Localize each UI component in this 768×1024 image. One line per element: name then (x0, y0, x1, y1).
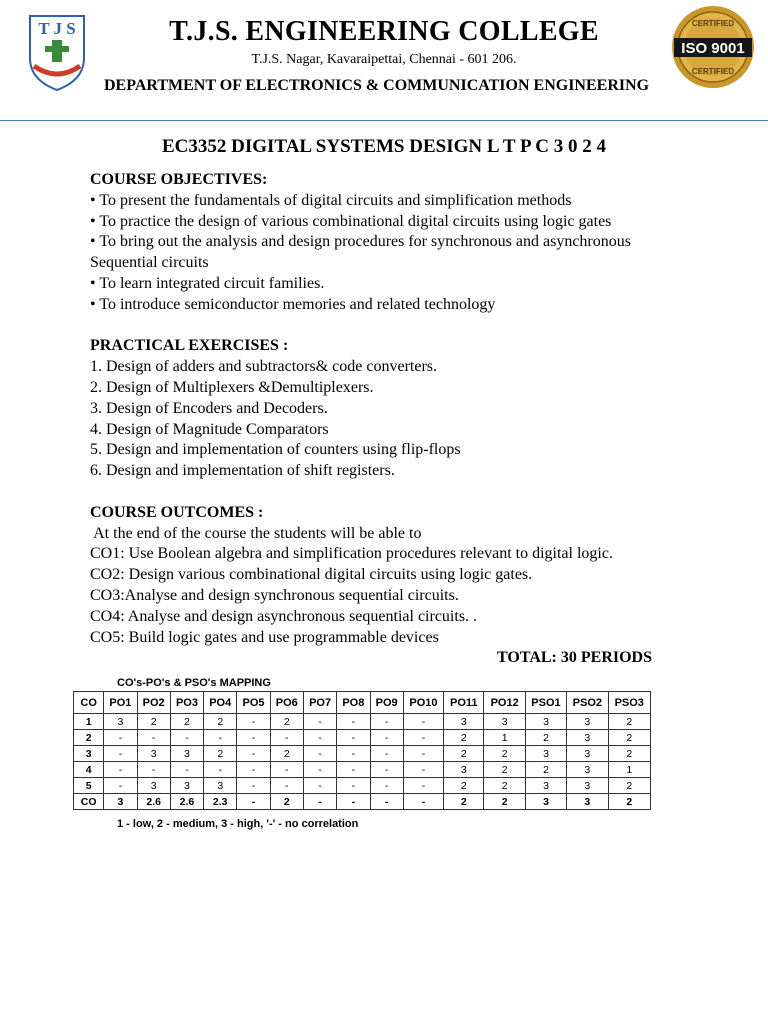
table-cell: - (337, 746, 370, 762)
table-cell: - (337, 714, 370, 730)
objectives-heading: COURSE OBJECTIVES: (90, 171, 268, 188)
table-cell: 2 (137, 714, 170, 730)
table-cell: - (370, 794, 403, 810)
table-cell: 2 (608, 794, 651, 810)
table-cell: - (303, 730, 336, 746)
exercises-heading: PRACTICAL EXERCISES : (90, 337, 289, 355)
row-label-cell: 1 (74, 714, 104, 730)
table-cell: - (303, 762, 336, 778)
table-cell: - (370, 778, 403, 794)
table-cell: 2 (170, 714, 203, 730)
table-cell: - (370, 714, 403, 730)
column-header: PSO2 (567, 692, 608, 714)
column-header: PO8 (337, 692, 370, 714)
table-cell: 2 (525, 762, 566, 778)
table-row (74, 746, 651, 762)
table-cell: 3 (104, 714, 137, 730)
iso-main-text: ISO 9001 (681, 40, 745, 57)
table-cell: 2 (484, 762, 525, 778)
course-content (90, 170, 690, 648)
table-cell: 2 (444, 794, 484, 810)
table-cell: - (170, 730, 203, 746)
table-cell: 3 (567, 762, 608, 778)
objective-item: • To introduce semiconductor memories and related technology (90, 295, 496, 313)
table-cell: - (104, 746, 137, 762)
outcome-item: CO4: Analyse and design asynchronous sequential circuits. . (90, 607, 478, 625)
mapping-title: CO's-PO's & PSO's MAPPING (117, 677, 271, 689)
table-cell: 2 (484, 778, 525, 794)
column-header: PO12 (484, 692, 525, 714)
table-cell: - (403, 794, 443, 810)
row-label-cell: CO (74, 794, 104, 810)
table-cell: 2 (484, 794, 525, 810)
table-row (74, 762, 651, 778)
row-label-cell: 3 (74, 746, 104, 762)
column-header: CO (74, 692, 104, 714)
logo-lettering: T J S (38, 19, 76, 38)
table-cell: - (104, 762, 137, 778)
table-cell: - (370, 746, 403, 762)
outcome-item: CO1: Use Boolean algebra and simplification procedures relevant to digital logic. (90, 545, 613, 563)
table-cell: 2 (608, 778, 651, 794)
outcomes-heading: COURSE OUTCOMES : (90, 503, 264, 521)
table-cell: - (403, 762, 443, 778)
iso-bottom-text: CERTIFIED (691, 67, 735, 76)
header-divider (0, 120, 768, 121)
row-label-cell: 5 (74, 778, 104, 794)
table-cell: 3 (567, 714, 608, 730)
table-cell: - (237, 778, 270, 794)
exercise-item: 4. Design of Magnitude Comparators (90, 420, 329, 438)
table-cell: - (137, 762, 170, 778)
table-cell: 3 (525, 778, 566, 794)
table-cell: - (370, 762, 403, 778)
table-cell: - (104, 730, 137, 746)
exercise-item: 5. Design and implementation of counters using flip-flops (90, 441, 461, 459)
column-header: PO11 (444, 692, 484, 714)
table-cell: 3 (137, 778, 170, 794)
table-cell: 3 (444, 714, 484, 730)
table-cell: - (403, 778, 443, 794)
column-header: PSO1 (525, 692, 566, 714)
table-cell: - (204, 730, 237, 746)
table-cell: 2 (204, 746, 237, 762)
column-header: PO3 (170, 692, 203, 714)
table-cell: 2 (608, 714, 651, 730)
table-row (74, 794, 651, 810)
total-periods: TOTAL: 30 PERIODS (497, 649, 652, 666)
objective-item: • To bring out the analysis and design procedures for synchronous and asynchronous (90, 233, 631, 251)
table-cell: - (104, 778, 137, 794)
table-cell: - (170, 762, 203, 778)
table-cell: - (303, 794, 336, 810)
exercise-item: 6. Design and implementation of shift registers. (90, 462, 395, 480)
table-cell: 3 (525, 794, 566, 810)
table-cell: - (403, 714, 443, 730)
table-cell: 2 (444, 778, 484, 794)
college-name: T.J.S. ENGINEERING COLLEGE (169, 16, 599, 47)
table-cell: - (303, 714, 336, 730)
table-cell: 2 (270, 714, 303, 730)
table-cell: - (303, 746, 336, 762)
column-header: PO1 (104, 692, 137, 714)
table-cell: - (237, 746, 270, 762)
table-cell: 3 (567, 794, 608, 810)
table-cell: 3 (484, 714, 525, 730)
table-cell: 3 (137, 746, 170, 762)
column-header: PO9 (370, 692, 403, 714)
exercise-item: 3. Design of Encoders and Decoders. (90, 399, 328, 417)
exercise-item: 1. Design of adders and subtractors& code converters. (90, 358, 437, 376)
table-cell: 3 (170, 746, 203, 762)
table-cell: - (337, 794, 370, 810)
table-cell: 3 (525, 746, 566, 762)
iso-top-text: CERTIFIED (691, 19, 735, 28)
table-cell: 2 (204, 714, 237, 730)
objective-item: • To learn integrated circuit families. (90, 274, 325, 292)
outcome-item: CO5: Build logic gates and use programmable devices (90, 628, 439, 646)
column-header: PO2 (137, 692, 170, 714)
spacer (90, 482, 690, 503)
row-label-cell: 2 (74, 730, 104, 746)
table-row (74, 778, 651, 794)
table-cell: 2.6 (137, 794, 170, 810)
table-cell: 2 (270, 746, 303, 762)
table-cell: 3 (567, 778, 608, 794)
table-cell: - (237, 714, 270, 730)
column-header: PSO3 (608, 692, 651, 714)
table-cell: 3 (525, 714, 566, 730)
table-cell: - (403, 730, 443, 746)
table-cell: 3 (444, 762, 484, 778)
table-cell: 3 (170, 778, 203, 794)
table-cell: - (204, 762, 237, 778)
table-cell: 1 (608, 762, 651, 778)
table-cell: 2 (444, 746, 484, 762)
table-cell: 2 (270, 794, 303, 810)
objective-item: • To present the fundamentals of digital circuits and simplification methods (90, 191, 572, 209)
table-cell: - (337, 778, 370, 794)
table-cell: 2.6 (170, 794, 203, 810)
column-header: PO10 (403, 692, 443, 714)
objective-item: Sequential circuits (90, 254, 209, 272)
co-po-mapping-table (73, 691, 651, 810)
table-cell: 2.3 (204, 794, 237, 810)
table-cell: - (270, 778, 303, 794)
outcome-item: CO3:Analyse and design synchronous sequential circuits. (90, 586, 459, 604)
table-row (74, 714, 651, 730)
table-cell: 2 (608, 746, 651, 762)
column-header: PO6 (270, 692, 303, 714)
table-header-row (74, 692, 651, 714)
table-cell: - (303, 778, 336, 794)
table-cell: 2 (608, 730, 651, 746)
objective-item: • To practice the design of various combinational digital circuits using logic gates (90, 212, 612, 230)
table-cell: 3 (567, 730, 608, 746)
table-cell: - (237, 794, 270, 810)
table-cell: - (337, 730, 370, 746)
table-row (74, 730, 651, 746)
department-name: DEPARTMENT OF ELECTRONICS & COMMUNICATION ENGINEERING (104, 77, 650, 94)
table-cell: - (237, 730, 270, 746)
outcome-item: CO2: Design various combinational digital circuits using logic gates. (90, 566, 533, 584)
column-header: PO7 (303, 692, 336, 714)
exercise-item: 2. Design of Multiplexers &Demultiplexers. (90, 378, 374, 396)
table-cell: 1 (484, 730, 525, 746)
row-label-cell: 4 (74, 762, 104, 778)
table-cell: - (270, 762, 303, 778)
column-header: PO4 (204, 692, 237, 714)
table-cell: 2 (484, 746, 525, 762)
table-cell: - (403, 746, 443, 762)
table-cell: 3 (204, 778, 237, 794)
table-cell: 2 (444, 730, 484, 746)
iso-certification-seal (670, 4, 756, 90)
table-cell: - (370, 730, 403, 746)
spacer (90, 316, 690, 337)
outcomes-intro: At the end of the course the students will be able to (90, 524, 422, 542)
column-header: PO5 (237, 692, 270, 714)
table-cell: - (237, 762, 270, 778)
table-cell: - (137, 730, 170, 746)
table-cell: - (337, 762, 370, 778)
mapping-legend: 1 - low, 2 - medium, 3 - high, '-' - no correlation (117, 818, 359, 830)
table-cell: - (270, 730, 303, 746)
table-cell: 3 (567, 746, 608, 762)
course-title: EC3352 DIGITAL SYSTEMS DESIGN L T P C 3 0 2 4 (162, 136, 606, 157)
college-address: T.J.S. Nagar, Kavaraipettai, Chennai - 601 206. (251, 52, 517, 67)
table-cell: 3 (104, 794, 137, 810)
table-cell: 2 (525, 730, 566, 746)
